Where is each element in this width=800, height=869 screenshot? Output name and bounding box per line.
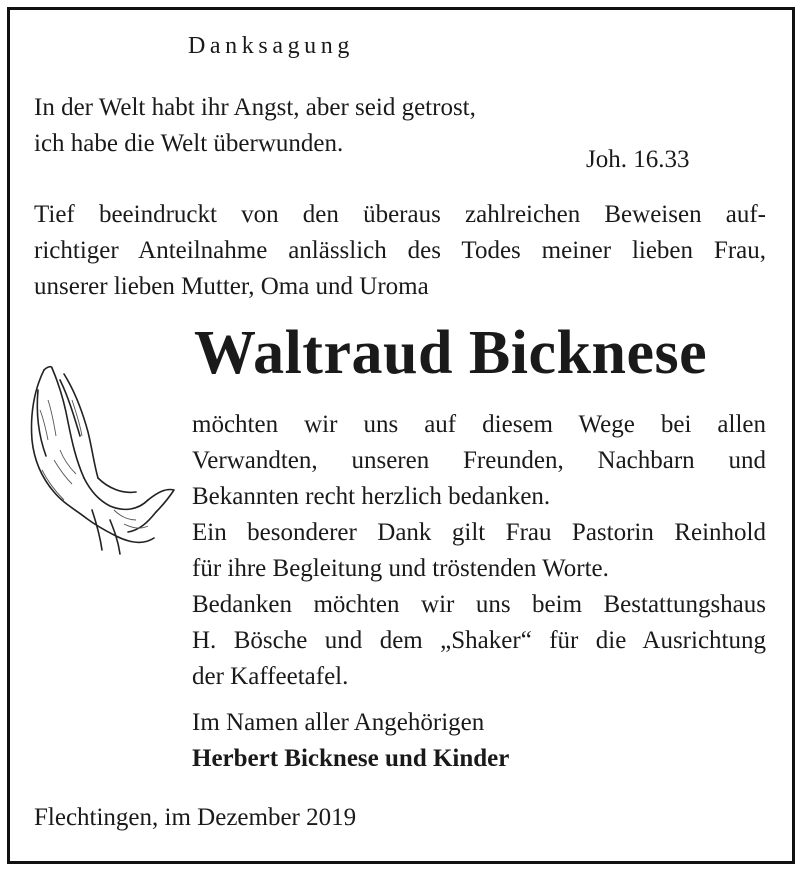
thanks-line: Verwandten, unseren Freunden, Nachbarn und <box>192 447 766 474</box>
praying-hands-image <box>24 360 184 560</box>
signer-name: Herbert Bicknese und Kinder <box>192 745 510 772</box>
bible-verse <box>34 90 476 162</box>
thanks-line: Ein besonderer Dank gilt Frau Pastorin Reinhold <box>192 519 766 546</box>
thanks-paragraph <box>192 407 766 695</box>
deceased-name: Waltraud Bicknese <box>194 319 708 387</box>
intro-line: Tief beeindruckt von den überaus zahlreichen Beweisen auf- <box>34 201 766 228</box>
notice-heading: Danksagung <box>188 33 354 59</box>
verse-line: In der Welt habt ihr Angst, aber seid getrost, <box>34 94 476 121</box>
intro-line: richtiger Anteilnahme anlässlich des Todes meiner lieben Frau, <box>34 237 766 264</box>
thanks-line: H. Bösche und dem „Shaker“ für die Ausrichtung <box>192 627 766 654</box>
intro-line: unserer lieben Mutter, Oma und Uroma <box>34 273 429 300</box>
place-date: Flechtingen, im Dezember 2019 <box>34 804 357 831</box>
thanks-line: Bekannten recht herzlich bedanken. <box>192 483 551 510</box>
intro-paragraph <box>34 197 766 305</box>
thanks-line: möchten wir uns auf diesem Wege bei allen <box>192 411 766 438</box>
thanks-line: für ihre Begleitung und tröstenden Worte. <box>192 555 609 582</box>
thanks-line: der Kaffeetafel. <box>192 663 349 690</box>
verse-line: ich habe die Welt überwunden. <box>34 130 344 157</box>
thanks-line: Bedanken möchten wir uns beim Bestattungshaus <box>192 591 766 618</box>
closing-phrase: Im Namen aller Angehörigen <box>192 709 485 736</box>
verse-reference: Joh. 16.33 <box>586 146 690 173</box>
